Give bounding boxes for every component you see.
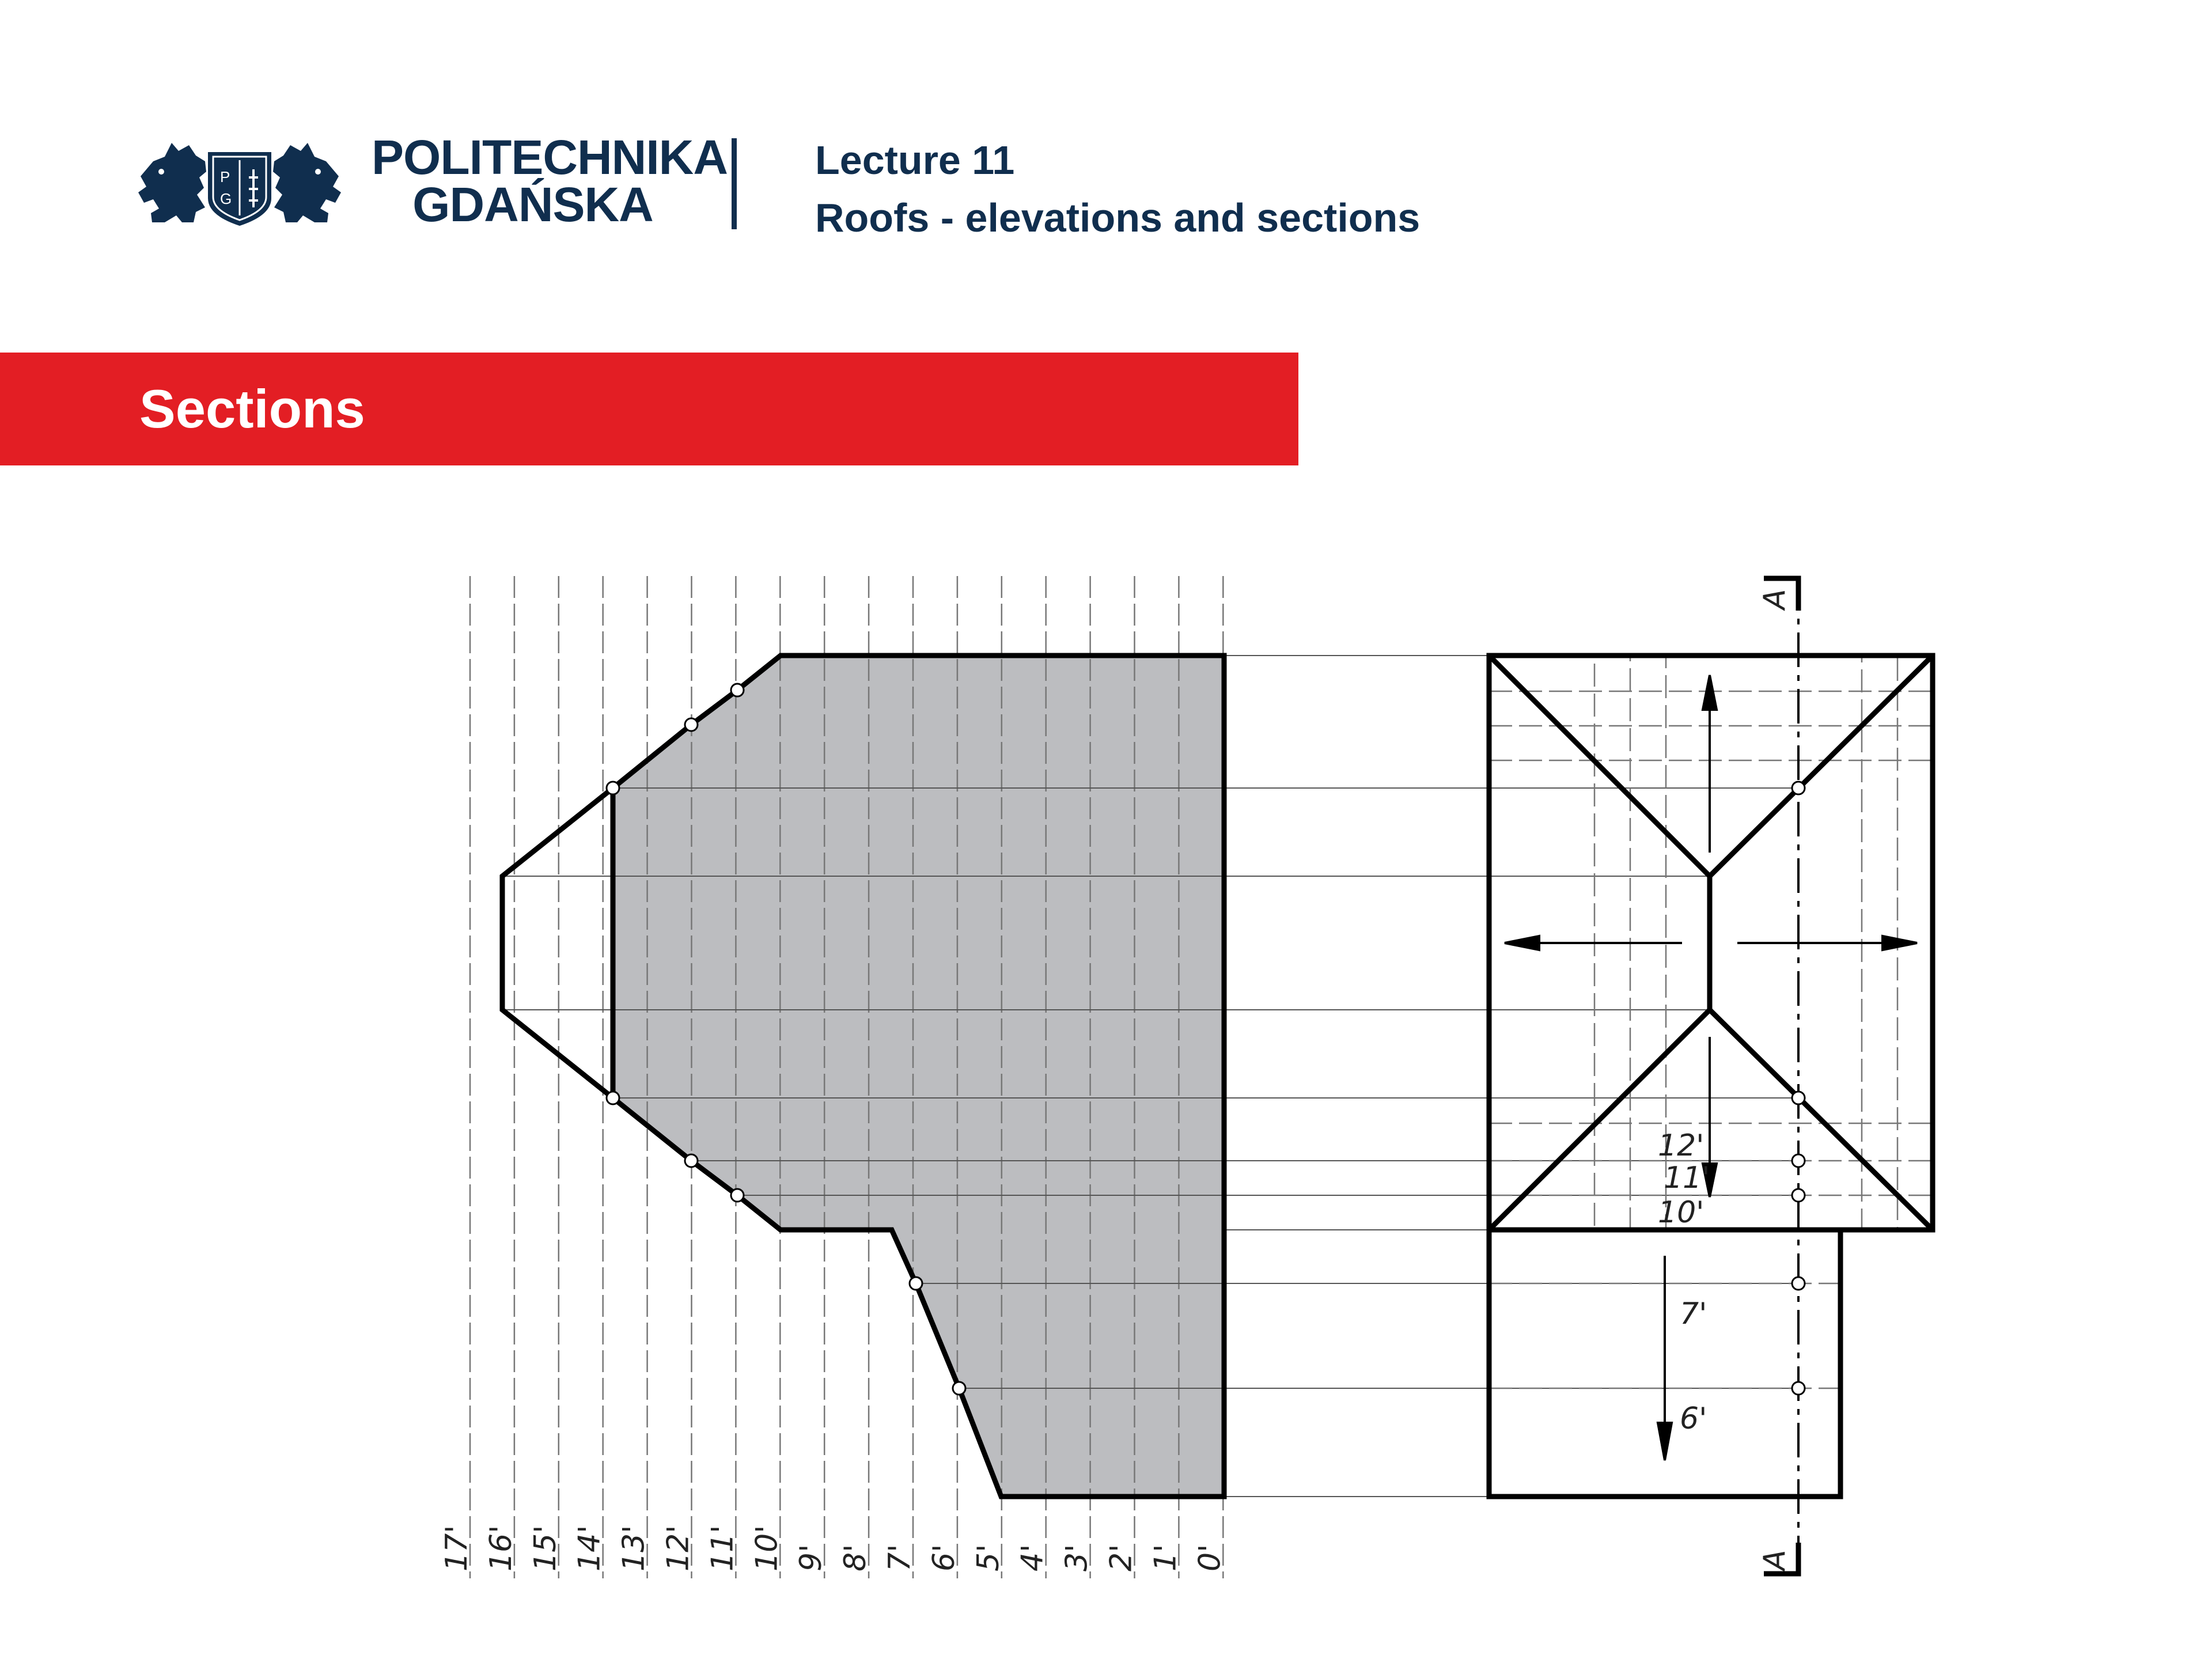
section-title: Sections (139, 378, 365, 439)
grid-label: 12' (661, 1525, 696, 1571)
grid-label: 15' (528, 1525, 563, 1571)
grid-label: 14' (572, 1525, 607, 1571)
institution-name-line1: POLITECHNIKA (372, 130, 728, 184)
plan-label-7: 7' (1680, 1297, 1707, 1331)
lecture-number: Lecture 11 (815, 138, 1015, 183)
grid-label: 8' (838, 1544, 873, 1571)
svg-text:P: P (220, 168, 230, 185)
grid-label: 13' (616, 1525, 652, 1571)
grid-label: 6' (926, 1544, 961, 1571)
plan-label-11: 11' (1664, 1161, 1710, 1195)
grid-label: 7' (882, 1544, 917, 1571)
grid-label: 4' (1015, 1544, 1050, 1571)
grid-label: 5' (971, 1544, 1006, 1571)
grid-label: 16' (483, 1525, 518, 1571)
section-mark-bottom: A (1758, 1550, 1792, 1570)
grid-label: 2' (1104, 1544, 1139, 1571)
slope-arrows (1505, 675, 1917, 1460)
plan-contour-lines (1489, 656, 1934, 1388)
grid-label: 9' (794, 1544, 829, 1571)
grid-label: 1' (1148, 1544, 1183, 1571)
grid-label: 17' (440, 1525, 474, 1571)
plan-label-6: 6' (1680, 1402, 1707, 1436)
section-cut-area (613, 656, 1224, 1497)
grid-label: 11' (705, 1525, 740, 1571)
institution-name-line2: GDAŃSKA (412, 177, 653, 232)
lecture-title: Roofs - elevations and sections (815, 195, 1421, 240)
grid-labels (440, 1525, 1227, 1571)
plan-label-10: 10' (1658, 1195, 1705, 1230)
section-mark-top: A (1758, 589, 1792, 609)
grid-label: 3' (1059, 1544, 1094, 1571)
plan-label-12: 12' (1658, 1128, 1705, 1163)
grid-label: 10' (749, 1525, 785, 1571)
svg-text:G: G (220, 190, 232, 207)
grid-label: 0' (1192, 1544, 1228, 1571)
